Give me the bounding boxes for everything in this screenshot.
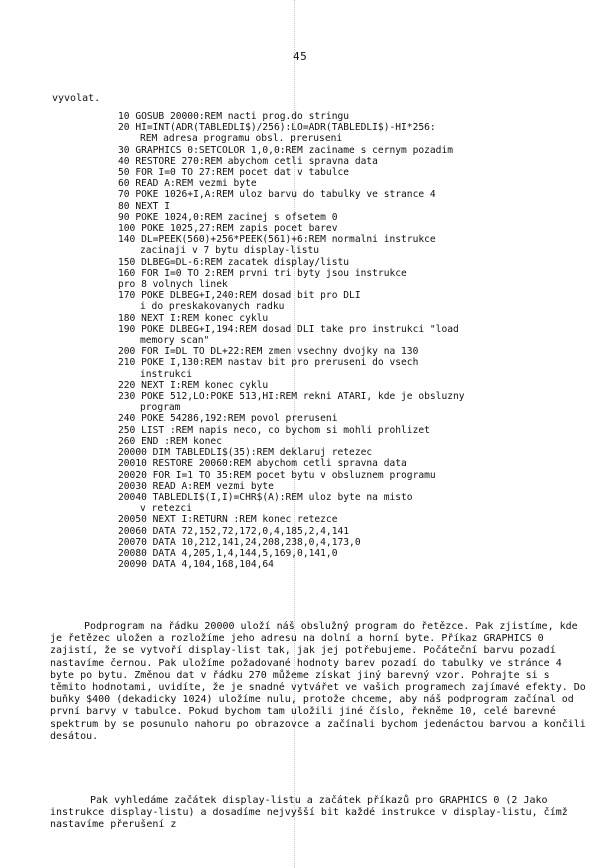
code-line: 140 DL=PEEK(560)+256*PEEK(561)+6:REM normalni instrukce xyxy=(118,234,436,246)
code-line: 200 FOR I=DL TO DL+22:REM zmen vsechny dvojky na 130 xyxy=(118,346,419,358)
code-line: 220 NEXT I:REM konec cyklu xyxy=(118,379,269,391)
code-line: 20020 FOR I=1 TO 35:REM pocet bytu v obsluznem programu xyxy=(118,469,436,481)
code-line: 160 FOR I=0 TO 2:REM prvni tri byty jsou instrukce xyxy=(118,267,407,279)
code-line: 240 POKE 54286,192:REM povol preruseni xyxy=(118,413,338,425)
code-line: 10 GOSUB 20000:REM nacti prog.do stringu xyxy=(118,111,350,122)
code-line: 150 DLBEG=DL-6:REM zacatek display/listu xyxy=(118,256,350,268)
code-line: 20070 DATA 10,212,141,24,208,238,0,4,173,0 xyxy=(118,536,361,548)
code-line: pro 8 volnych linek xyxy=(118,279,228,291)
code-line: 20080 DATA 4,205,1,4,144,5,169,0,141,0 xyxy=(118,547,338,559)
code-line: 40 RESTORE 270:REM abychom cetli spravna data xyxy=(118,155,378,167)
code-line-continuation: REM adresa programu obsl. preruseni xyxy=(140,133,343,145)
intro-word: vyvolat. xyxy=(52,93,101,104)
code-line-continuation: i do preskakovanych radku xyxy=(140,301,285,313)
code-line: 260 END :REM konec xyxy=(118,435,222,447)
basic-listing xyxy=(118,111,588,570)
code-line-continuation: zacinaji v 7 bytu display-listu xyxy=(140,245,320,257)
code-line: 20060 DATA 72,152,72,172,0,4,185,2,4,141 xyxy=(118,525,350,537)
code-line: 170 POKE DLBEG+I,240:REM dosad bit pro DLI xyxy=(118,290,361,302)
code-line: 20050 NEXT I:RETURN :REM konec retezce xyxy=(118,514,338,526)
code-line: 20010 RESTORE 20060:REM abychom cetli spravna data xyxy=(118,458,407,470)
code-line: 230 POKE 512,LO:POKE 513,HI:REM rekni ATARI, kde je obsluzny xyxy=(118,391,465,403)
code-line-continuation: instrukci xyxy=(140,368,192,380)
code-line: 60 READ A:REM vezmi byte xyxy=(118,178,257,190)
code-line: 20030 READ A:REM vezmi byte xyxy=(118,480,274,492)
code-line: 250 LIST :REM napis neco, co bychom si mohli prohlizet xyxy=(118,424,430,436)
code-line: 80 NEXT I xyxy=(118,200,170,212)
code-line: 20040 TABLEDLI$(I,I)=CHR$(A):REM uloz byte na misto xyxy=(118,491,413,503)
code-line: 190 POKE DLBEG+I,194:REM dosad DLI take pro instrukci "load xyxy=(118,323,459,335)
code-line: 180 NEXT I:REM konec cyklu xyxy=(118,312,269,324)
code-line: 90 POKE 1024,0:REM zacinej s ofsetem 0 xyxy=(118,211,338,223)
code-line-continuation: memory scan" xyxy=(140,335,210,347)
page-number: 45 xyxy=(293,50,308,63)
paragraph-1: Podprogram na řádku 20000 uloží náš obslužný program do řetězce. Pak zjistíme, kde je řetězec uložen a rozložíme jeho adresu na dolní a horní byte. Příkaz GRAPHICS 0 zajistí, že se vytvoří display-list tak, jak jej potřebujeme. Počáteční barvu pozadí nastavíme černou. Pak uložíme požadované hodnoty barev pozadí do tabulky ve stránce 4 byte po bytu. Změnou dat v řádku 270 můžeme získat jiný barevný vzor. Pohrajte si s těmito hodnotami, uvidíte, že je snadné vytvářet ve vašich programech zajímavé efekty. Do buňky $400 (dekadicky 1024) uložíme nulu, protože chceme, aby náš podprogram začínal od první barvy v tabulce. Pokud bychom tam uložili jiné číslo, řekněme 10, celé barevné spektrum by se posunulo nahoru po obrazovce a začínali bychom jedenáctou barvou a končili desátou. xyxy=(50,621,586,742)
paragraph-2: Pak vyhledáme začátek display-listu a začátek příkazů pro GRAPHICS 0 (2 Jako instrukce display-listu) a dosadíme nejvyšší bit každé instrukce v display-listu, čímž nastavíme přerušení z xyxy=(50,795,568,831)
code-line: 30 GRAPHICS 0:SETCOLOR 1,0,0:REM zaciname s cernym pozadim xyxy=(118,144,454,156)
code-line-continuation: program xyxy=(140,402,181,414)
code-line: 20 HI=INT(ADR(TABLEDLI$)/256):LO=ADR(TABLEDLI$)-HI*256: xyxy=(118,122,436,134)
code-line-continuation: v retezci xyxy=(140,503,192,515)
code-line: 20090 DATA 4,104,168,104,64 xyxy=(118,559,274,571)
code-line: 50 FOR I=0 TO 27:REM pocet dat v tabulce xyxy=(118,167,350,179)
code-line: 210 POKE I,130:REM nastav bit pro preruseni do vsech xyxy=(118,357,419,369)
code-line: 20000 DIM TABLEDLI$(35):REM deklaruj retezec xyxy=(118,447,373,459)
code-line: 100 POKE 1025,27:REM zapis pocet barev xyxy=(118,223,338,235)
code-line: 70 POKE 1026+I,A:REM uloz barvu do tabulky ve strance 4 xyxy=(118,189,436,201)
